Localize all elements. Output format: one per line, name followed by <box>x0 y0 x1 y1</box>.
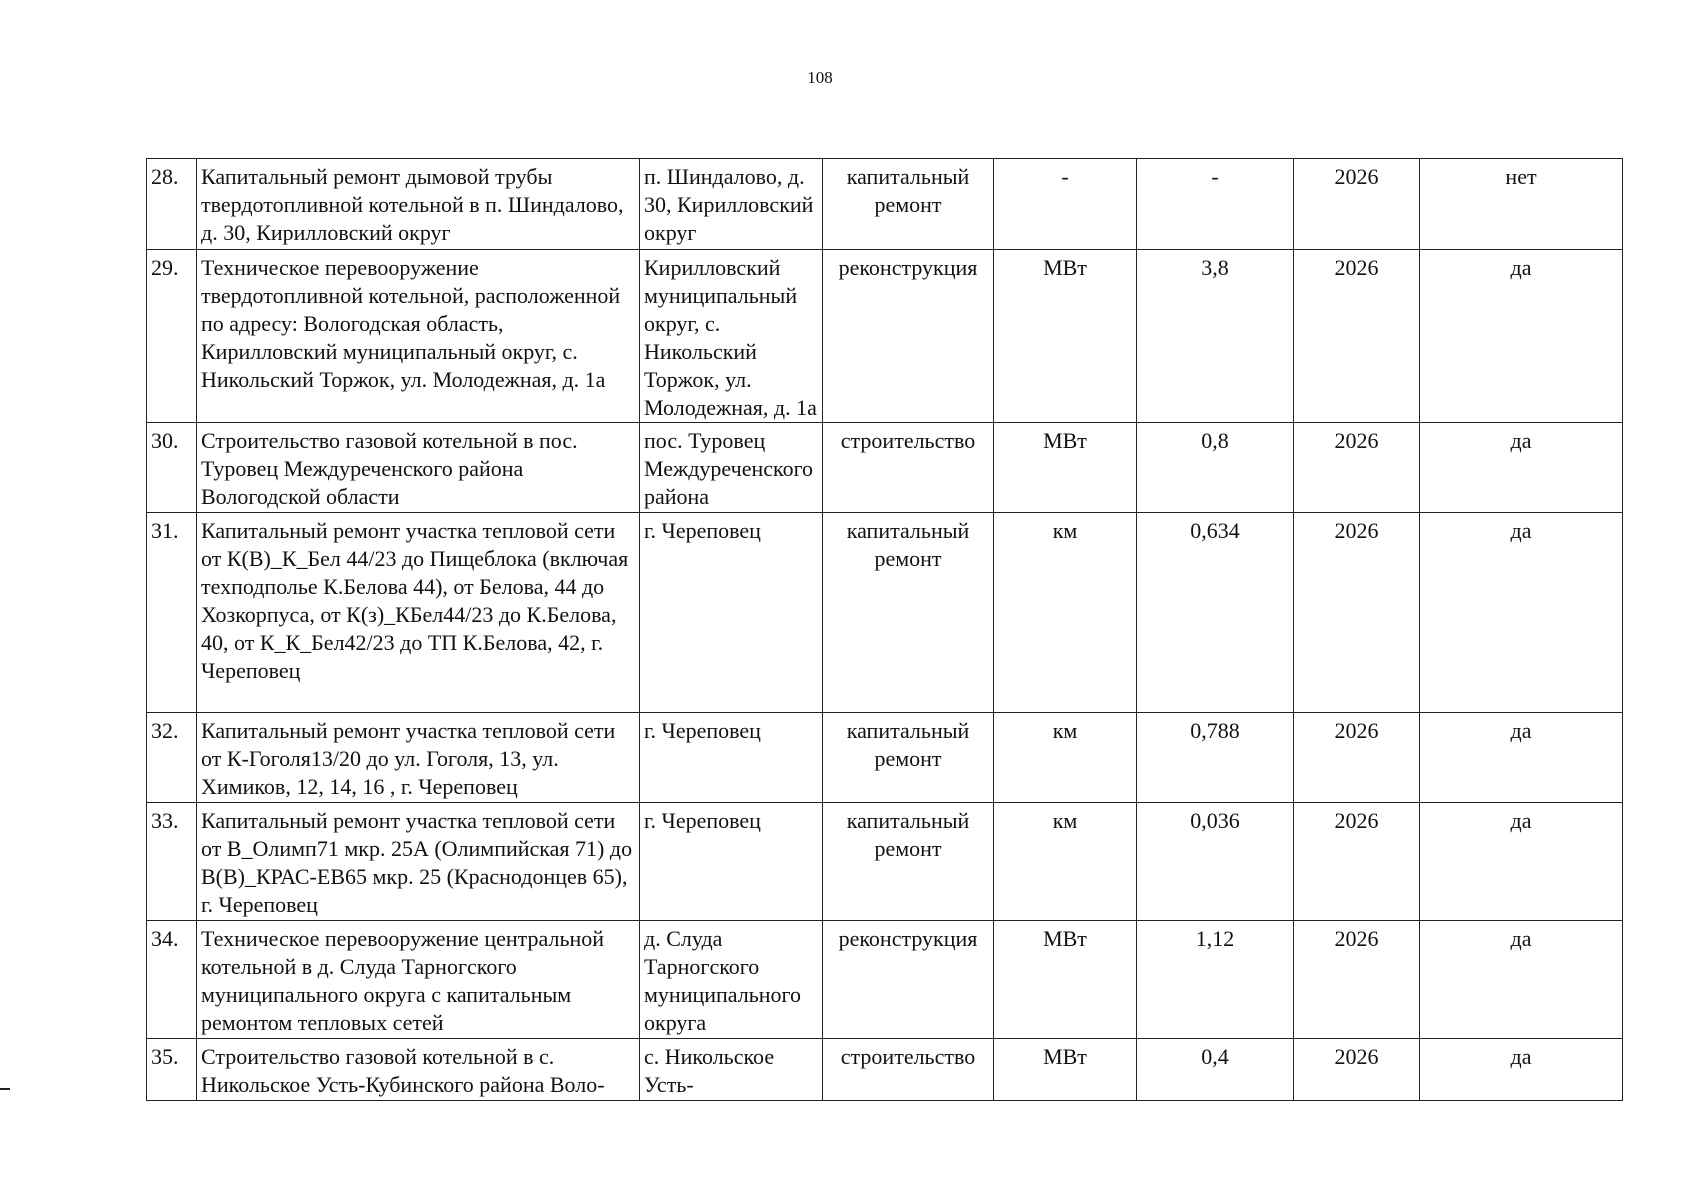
project-title: Строительство газовой котельной в пос. Туровец Междуреченского района Вологодской области <box>197 423 640 513</box>
project-location: пос. Туровец Междуреченского района <box>640 423 823 513</box>
table-row <box>147 1039 1623 1101</box>
year: 2026 <box>1294 513 1420 713</box>
capacity-value: 0,8 <box>1137 423 1294 513</box>
year: 2026 <box>1294 159 1420 250</box>
capacity-value: 0,036 <box>1137 803 1294 921</box>
work-type: капитальный ремонт <box>823 713 994 803</box>
year: 2026 <box>1294 250 1420 423</box>
flag: да <box>1420 513 1623 713</box>
year: 2026 <box>1294 803 1420 921</box>
capacity-value: 0,4 <box>1137 1039 1294 1101</box>
capacity-value: 0,634 <box>1137 513 1294 713</box>
flag: да <box>1420 1039 1623 1101</box>
flag: да <box>1420 423 1623 513</box>
year: 2026 <box>1294 713 1420 803</box>
table-row <box>147 713 1623 803</box>
project-title: Капитальный ремонт участка тепловой сети от В_Олимп71 мкр. 25А (Олимпийская 71) до В(В)_КРАС-ЕВ65 мкр. 25 (Краснодонцев 65), г. Череповец <box>197 803 640 921</box>
capacity-value: - <box>1137 159 1294 250</box>
unit: - <box>994 159 1137 250</box>
row-number: 31. <box>147 513 197 713</box>
table-row <box>147 159 1623 250</box>
unit: км <box>994 513 1137 713</box>
work-type: строительство <box>823 1039 994 1101</box>
project-title: Строительство газовой котельной в с. Никольское Усть-Кубинского района Воло- <box>197 1039 640 1101</box>
unit: МВт <box>994 921 1137 1039</box>
table-row <box>147 921 1623 1039</box>
project-location: с. Никольское Усть- <box>640 1039 823 1101</box>
project-title: Капитальный ремонт участка тепловой сети от К-Гоголя13/20 до ул. Гоголя, 13, ул. Химиков, 12, 14, 16 , г. Череповец <box>197 713 640 803</box>
row-number: 33. <box>147 803 197 921</box>
row-number: 34. <box>147 921 197 1039</box>
page-number: 108 <box>807 68 833 87</box>
projects-table <box>146 158 1623 1101</box>
row-number: 29. <box>147 250 197 423</box>
work-type: капитальный ремонт <box>823 513 994 713</box>
project-location: д. Слуда Тарногского муниципального округа <box>640 921 823 1039</box>
table-row <box>147 250 1623 423</box>
year: 2026 <box>1294 1039 1420 1101</box>
year: 2026 <box>1294 423 1420 513</box>
project-location: п. Шиндалово, д. 30, Кирилловский округ <box>640 159 823 250</box>
capacity-value: 1,12 <box>1137 921 1294 1039</box>
project-title: Техническое перевооружение твердотопливной котельной, расположенной по адресу: Вологодская область, Кирилловский муниципальный округ, с. Никольский Торжок, ул. Молодежная, д. 1а <box>197 250 640 423</box>
unit: км <box>994 803 1137 921</box>
row-number: 32. <box>147 713 197 803</box>
table-row <box>147 803 1623 921</box>
project-title: Капитальный ремонт участка тепловой сети от К(В)_К_Бел 44/23 до Пищеблока (включая техподполье К.Белова 44), от Белова, 44 до Хозкорпуса, от К(з)_КБел44/23 до К.Белова, 40, от К_К_Бел42/23 до ТП К.Белова, 42, г. Череповец <box>197 513 640 713</box>
flag: да <box>1420 921 1623 1039</box>
table-row <box>147 423 1623 513</box>
project-location: Кирилловский муниципальный округ, с. Никольский Торжок, ул. Молодежная, д. 1а <box>640 250 823 423</box>
project-title: Капитальный ремонт дымовой трубы твердотопливной котельной в п. Шиндалово, д. 30, Кирилловский округ <box>197 159 640 250</box>
capacity-value: 3,8 <box>1137 250 1294 423</box>
project-location: г. Череповец <box>640 803 823 921</box>
work-type: капитальный ремонт <box>823 803 994 921</box>
row-number: 28. <box>147 159 197 250</box>
work-type: реконструкция <box>823 921 994 1039</box>
flag: да <box>1420 250 1623 423</box>
work-type: реконструкция <box>823 250 994 423</box>
scan-margin-mark <box>0 1088 10 1090</box>
unit: км <box>994 713 1137 803</box>
flag: нет <box>1420 159 1623 250</box>
work-type: капитальный ремонт <box>823 159 994 250</box>
project-location: г. Череповец <box>640 713 823 803</box>
year: 2026 <box>1294 921 1420 1039</box>
flag: да <box>1420 713 1623 803</box>
unit: МВт <box>994 250 1137 423</box>
capacity-value: 0,788 <box>1137 713 1294 803</box>
project-title: Техническое перевооружение центральной котельной в д. Слуда Тарногского муниципального округа с капитальным ремонтом тепловых сетей <box>197 921 640 1039</box>
project-location: г. Череповец <box>640 513 823 713</box>
flag: да <box>1420 803 1623 921</box>
unit: МВт <box>994 1039 1137 1101</box>
table-row <box>147 513 1623 713</box>
work-type: строительство <box>823 423 994 513</box>
unit: МВт <box>994 423 1137 513</box>
row-number: 30. <box>147 423 197 513</box>
row-number: 35. <box>147 1039 197 1101</box>
